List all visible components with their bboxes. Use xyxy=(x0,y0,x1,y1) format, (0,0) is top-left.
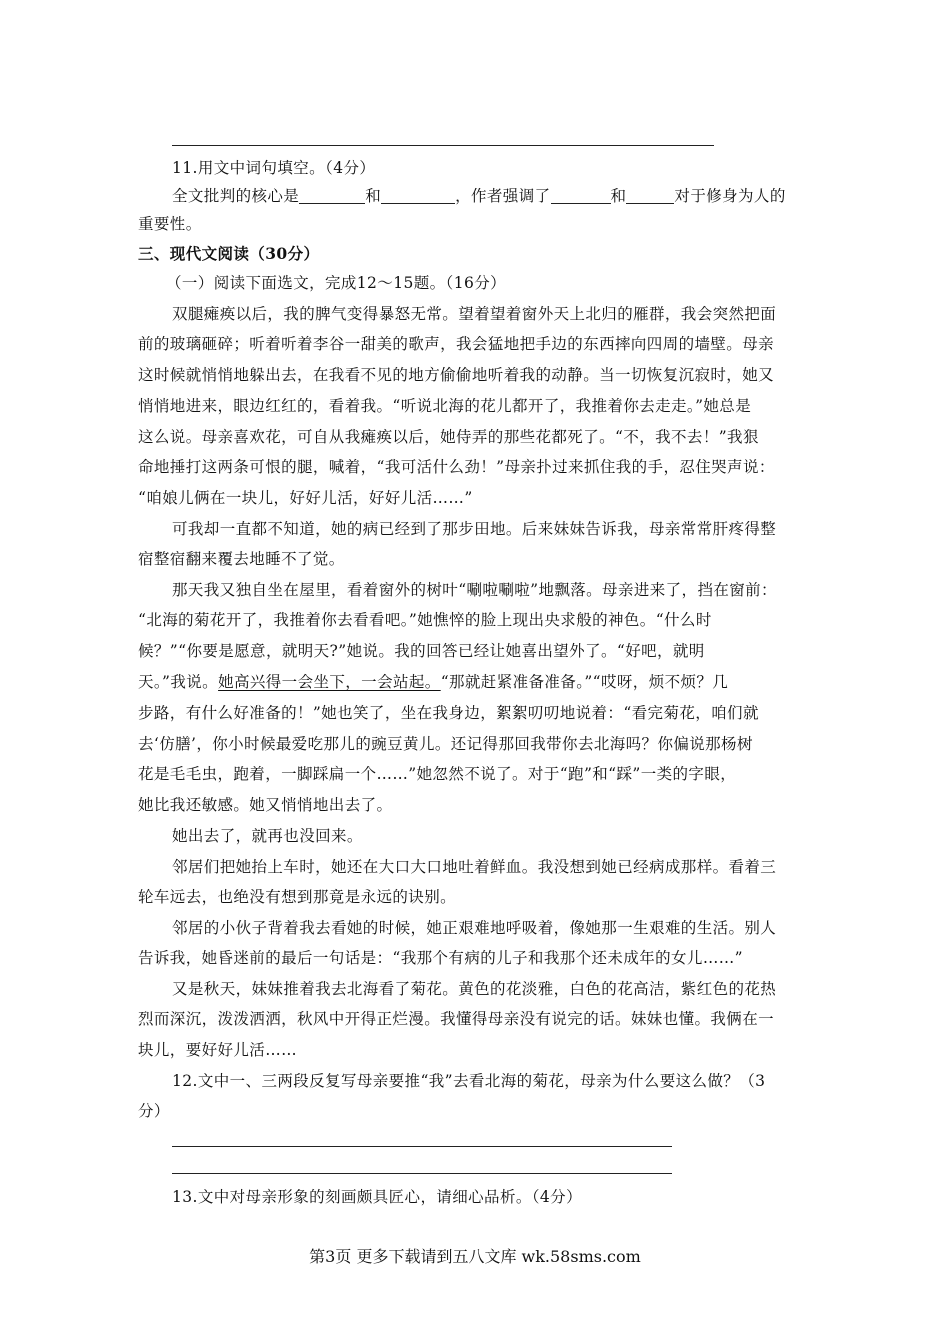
q11-part2: 和 xyxy=(365,187,382,205)
q11-blank-2[interactable] xyxy=(381,187,455,204)
q11-blank-1[interactable] xyxy=(299,187,365,204)
q11-fill-line xyxy=(172,185,818,207)
q11-blank-3[interactable] xyxy=(551,187,611,204)
q11-title: 11.用文中词句填空。（4分） xyxy=(172,159,376,177)
q11-part1: 全文批判的核心是 xyxy=(172,187,300,205)
passage-line: 这么说。母亲喜欢花，可自从我瘫痪以后，她侍弄的那些花都死了。“不，我不去！”我狠 xyxy=(138,428,759,446)
passage-line: 双腿瘫痪以后，我的脾气变得暴怒无常。望着望着窗外天上北归的雁群，我会突然把面 xyxy=(172,305,777,323)
passage-line: 烈而深沉，泼泼洒洒，秋风中开得正烂漫。我懂得母亲没有说完的话。妹妹也懂。我俩在一 xyxy=(138,1010,775,1028)
passage-line: 这时候就悄悄地躲出去，在我看不见的地方偷偷地听着我的动静。当一切恢复沉寂时，她又 xyxy=(138,366,775,384)
passage-line: 邻居的小伙子背着我去看她的时候，她正艰难地呼吸着，像她那一生艰难的生活。别人 xyxy=(172,919,777,937)
subsection-title: （一）阅读下面选文，完成12～15题。（16分） xyxy=(166,274,507,292)
q12-title: 12.文中一、三两段反复写母亲要推“我”去看北海的菊花，母亲为什么要这么做？（3 xyxy=(172,1072,766,1090)
passage-line: 花是毛毛虫，跑着，一脚踩扁一个……”她忽然不说了。对于“跑”和“踩”一类的字眼， xyxy=(138,765,737,783)
q12-answer-line-2[interactable] xyxy=(172,1173,672,1174)
q11-part4: 和 xyxy=(610,187,627,205)
passage-line: 宿整宿翻来覆去地睡不了觉。 xyxy=(138,550,345,568)
passage-line: 那天我又独自坐在屋里，看着窗外的树叶“唰啦唰啦”地飘落。母亲进来了，挡在窗前： xyxy=(172,581,777,599)
passage-text: 天。”我说。 xyxy=(138,673,219,691)
passage-text: “那就赶紧准备准备。”“哎呀，烦不烦？几 xyxy=(440,673,729,691)
passage-line xyxy=(138,671,818,693)
page-footer: 第3页 更多下载请到五八文库 wk.58sms.com xyxy=(309,1247,641,1266)
q12-title-continuation: 分） xyxy=(138,1102,170,1120)
q11-part5: 对于修身为人的 xyxy=(674,187,786,205)
passage-line: “咱娘儿俩在一块儿，好好儿活，好好儿活……” xyxy=(138,489,473,507)
passage-line: 步路，有什么好准备的！”她也笑了，坐在我身边，絮絮叨叨地说着：“看完菊花，咱们就 xyxy=(138,704,759,722)
section-title: 三、现代文阅读（30分） xyxy=(138,244,320,263)
passage-line: 她出去了，就再也没回来。 xyxy=(172,827,363,845)
passage-line: 悄悄地进来，眼边红红的，看着我。“听说北海的花儿都开了，我推着你去走走。”她总是 xyxy=(138,397,752,415)
passage-line: 她比我还敏感。她又悄悄地出去了。 xyxy=(138,796,393,814)
q11-continuation: 重要性。 xyxy=(138,215,202,233)
passage-line: 块儿，要好好儿活…… xyxy=(138,1041,298,1059)
passage-line: 告诉我，她昏迷前的最后一句话是：“我那个有病的儿子和我那个还未成年的女儿……” xyxy=(138,949,743,967)
passage-line: 候？”“你要是愿意，就明天?”她说。我的回答已经让她喜出望外了。“好吧，就明 xyxy=(138,642,705,660)
passage-line: 邻居们把她抬上车时，她还在大口大口地吐着鲜血。我没想到她已经病成那样。看着三 xyxy=(172,858,777,876)
q11-blank-4[interactable] xyxy=(626,187,674,204)
passage-line: 前的玻璃砸碎；听着听着李谷一甜美的歌声，我会猛地把手边的东西摔向四周的墙壁。母亲 xyxy=(138,335,775,353)
passage-line: 命地捶打这两条可恨的腿，喊着，“我可活什么劲！”母亲扑过来抓住我的手，忍住哭声说： xyxy=(138,458,775,476)
passage-line: 轮车远去，也绝没有想到那竟是永远的诀别。 xyxy=(138,888,457,906)
passage-line: 可我却一直都不知道，她的病已经到了那步田地。后来妹妹告诉我，母亲常常肝疼得整 xyxy=(172,520,777,538)
q13-title: 13.文中对母亲形象的刻画颇具匠心，请细心品析。（4分） xyxy=(172,1188,582,1206)
passage-line: 去‘仿膳’，你小时候最爱吃那儿的豌豆黄儿。还记得那回我带你去北海吗？你偏说那杨树 xyxy=(138,735,753,753)
underlined-sentence: 她高兴得一会坐下，一会站起。 xyxy=(218,673,441,691)
answer-line xyxy=(172,145,714,146)
passage-line: 又是秋天，妹妹推着我去北海看了菊花。黄色的花淡雅，白色的花高洁，紫红色的花热 xyxy=(172,980,777,998)
q11-part3: ，作者强调了 xyxy=(455,187,551,205)
passage-line: “北海的菊花开了，我推着你去看看吧。”她憔悴的脸上现出央求般的神色。“什么时 xyxy=(138,611,712,629)
q12-answer-line-1[interactable] xyxy=(172,1146,672,1147)
